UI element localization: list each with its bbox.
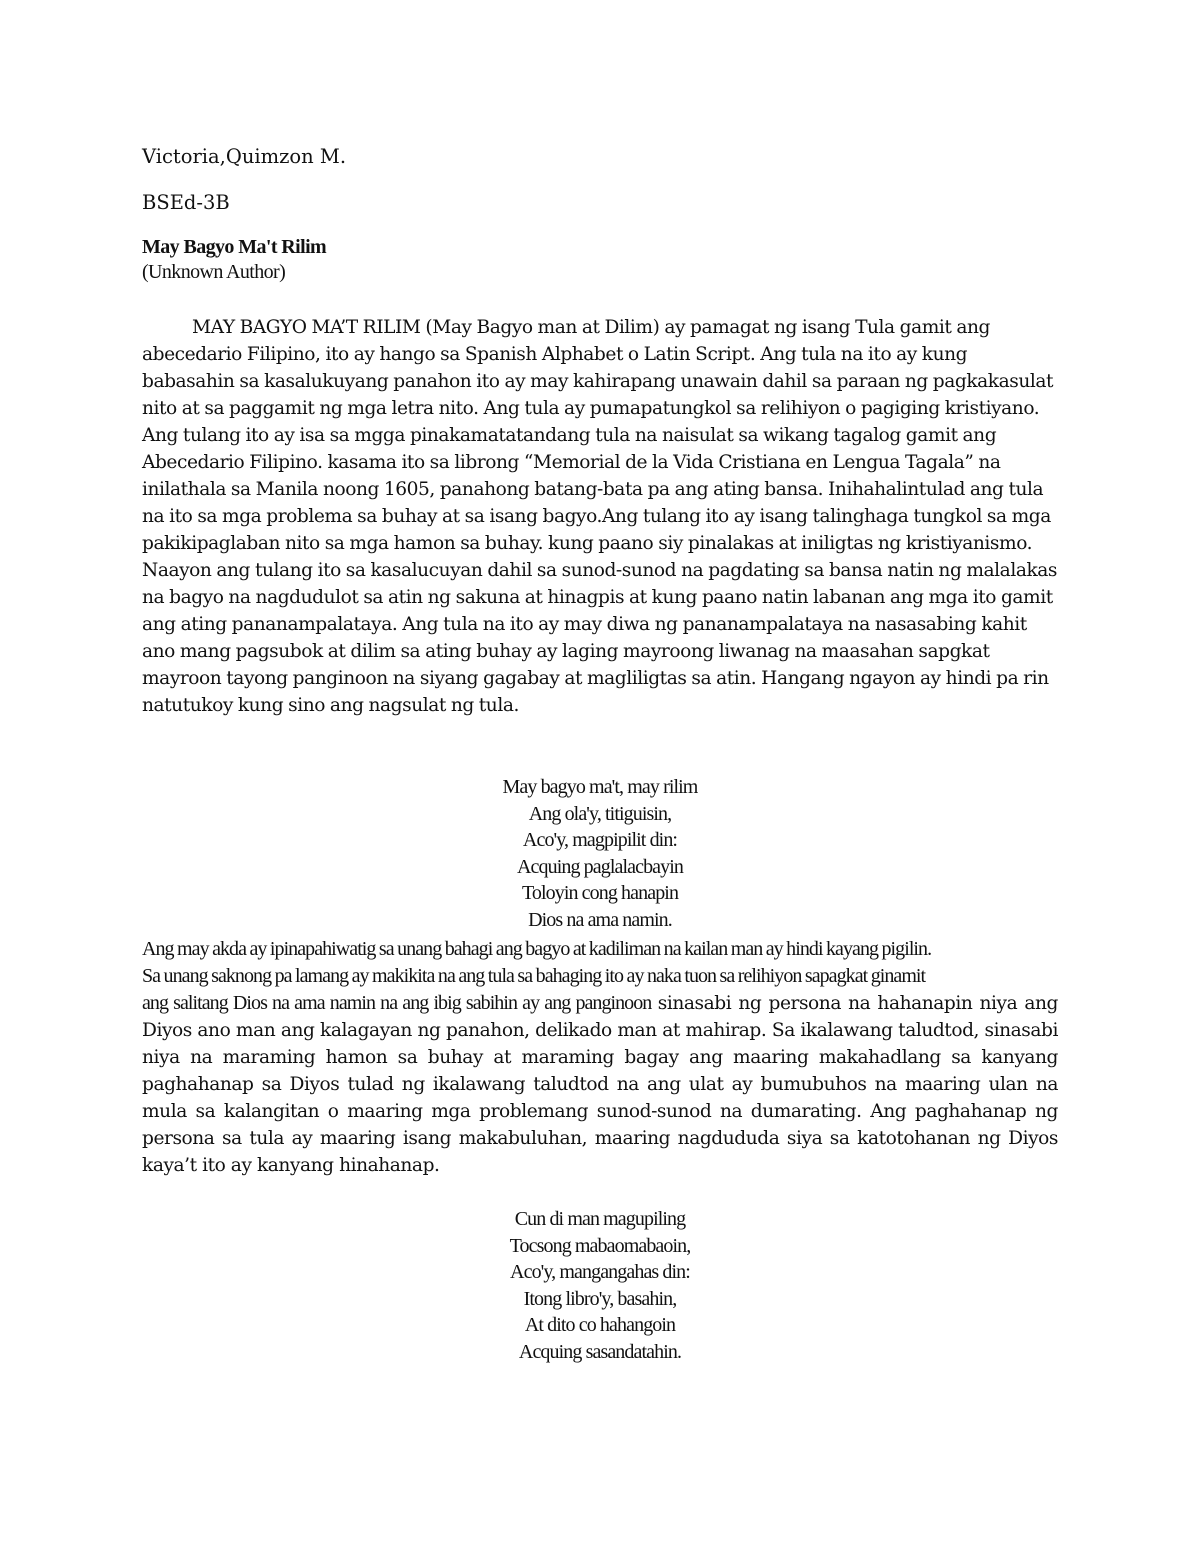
poem-stanza-2 — [142, 1206, 1058, 1365]
analysis-paragraph — [142, 936, 1058, 1179]
intro-paragraph: MAY BAGYO MA’T RILIM (May Bagyo man at Dilim) ay pamagat ng isang Tula gamit ang abecedario Filipino, ito ay hango sa Spanish Alphabet o Latin Script. Ang tula na ito ay kung babasahin sa kasalukuyang panahon ito ay may kahirapang unawain dahil sa paraan ng pagkakasulat nito at sa paggamit ng mga letra nito. Ang tula ay pumapatungkol sa relihiyon o pagiging kristiyano. Ang tulang ito ay isa sa mgga pinakamatatandang tula na naisulat sa wikang tagalog gamit ang Abecedario Filipino. kasama ito sa librong “Memorial de la Vida Cristiana en Lengua Tagala” na inilathala sa Manila noong 1605, panahong batang-bata pa ang ating bansa. Inihahalintulad ang tula na ito sa mga problema sa buhay at sa isang bagyo.Ang tulang ito ay isang talinghaga tungkol sa mga pakikipaglaban nito sa mga hamon sa buhay. kung paano siy pinalakas at iniligtas ng kristiyanismo. Naayon ang tulang ito sa kasalucuyan dahil sa sunod-sunod na pagdating sa bansa natin ng malalakas na bagyo na nagdudulot sa atin ng sakuna at hinagpis at kung paano natin labanan ang mga ito gamit ang ating pananampalataya. Ang tula na ito ay may diwa ng pananampalataya na nasasabing kahit ano mang pagsubok at dilim sa ating buhay ay laging mayroong liwanag na maasahan sapgkat mayroon tayong panginoon na siyang gagabay at magliligtas sa atin. Hangang ngayon ay hindi pa rin natutukoy kung sino ang nagsulat ng tula. — [142, 317, 1057, 716]
poem-line: Acquing paglalacbayin — [516, 855, 684, 878]
poem-line: Itong libro'y, basahin, — [523, 1287, 677, 1310]
author-name: Victoria,Quimzon M. — [142, 145, 347, 168]
poem-line: At dito co hahangoin — [524, 1314, 676, 1336]
poem-line: May bagyo ma't, may rilim — [502, 776, 698, 798]
analysis-line-3: ang salitang Dios na ama namin na ang ibig sabihin ay ang panginoon — [142, 992, 652, 1014]
poem-stanza-1 — [142, 774, 1058, 933]
document-page — [142, 0, 1058, 1553]
poem-line: Aco'y, magpipilit din: — [522, 829, 678, 851]
poem-line: Aco'y, mangangahas din: — [510, 1261, 690, 1283]
document-title: May Bagyo Ma't Rilim — [142, 236, 327, 258]
poem-line: Cun di man magupiling — [514, 1208, 686, 1230]
analysis-body: sinasabi ng persona na hahanapin niya ang Diyos ano man ang kalagayan ng panahon, delikado man at mahirap. Sa ikalawang taludtod, sinasabi niya na maraming hamon sa buhay at maraming bagay ang maaring makahadlang sa kanyang paghahanap sa Diyos tulad ng ikalawang taludtod na ang ulat ay bumubuhos na maaring ulan na mula sa kalangitan o maaring mga problemang sunod-sunod na dumarating. Ang paghahanap ng persona sa tula ay maaring isang makabuluhan, maaring nagdududa siya sa katotohanan ng Diyos kaya’t ito ay kanyang hinahanap. — [142, 993, 1059, 1176]
poem-line: Acquing sasandatahin. — [518, 1340, 682, 1363]
poem-line: Toloyin cong hanapin — [521, 882, 679, 904]
document-subtitle: (Unknown Author) — [142, 261, 286, 283]
poem-line: Tocsong mabaomabaoin, — [509, 1234, 691, 1257]
poem-line: Ang ola'y, titiguisin, — [528, 802, 672, 825]
poem-line: Dios na ama namin. — [528, 908, 672, 931]
class-section: BSEd-3B — [142, 191, 230, 214]
analysis-line-1: Ang may akda ay ipinapahiwatig sa unang bahagi ang bagyo at kadiliman na kailan man ay hindi kayang pigilin. — [142, 938, 932, 960]
analysis-line-2: Sa unang saknong pa lamang ay makikita na ang tula sa bahaging ito ay naka tuon sa relihiyon sapagkat ginamit — [142, 965, 926, 987]
